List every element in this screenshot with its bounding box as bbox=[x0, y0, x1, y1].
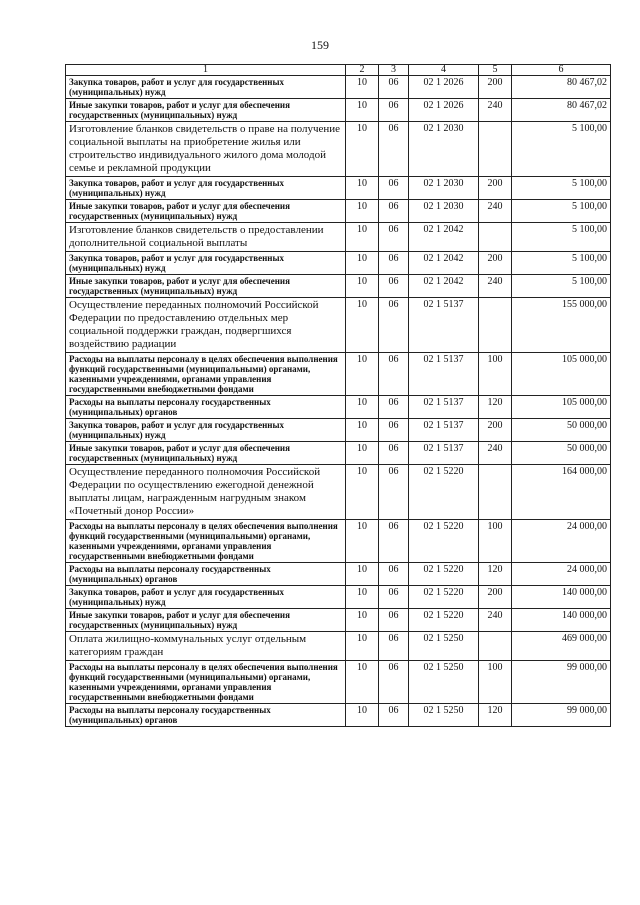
row-name: Закупка товаров, работ и услуг для государственных (муниципальных) нужд bbox=[66, 419, 346, 442]
row-section: 10 bbox=[346, 76, 379, 99]
row-section: 10 bbox=[346, 520, 379, 563]
row-name: Закупка товаров, работ и услуг для государственных (муниципальных) нужд bbox=[66, 76, 346, 99]
table-row bbox=[66, 442, 611, 465]
row-target-article: 02 1 5250 bbox=[409, 632, 479, 661]
row-section: 10 bbox=[346, 223, 379, 252]
row-subsection: 06 bbox=[379, 76, 409, 99]
row-amount: 140 000,00 bbox=[512, 586, 611, 609]
table-row bbox=[66, 353, 611, 396]
row-target-article: 02 1 2026 bbox=[409, 76, 479, 99]
row-name: Расходы на выплаты персоналу в целях обеспечения выполнения функций государственными (муниципальными) органами, казенными учреждениями, органами управления государственными внебюджетными фондами bbox=[66, 520, 346, 563]
row-name: Иные закупки товаров, работ и услуг для обеспечения государственных (муниципальных) нужд bbox=[66, 442, 346, 465]
row-subsection: 06 bbox=[379, 223, 409, 252]
row-section: 10 bbox=[346, 122, 379, 177]
row-section: 10 bbox=[346, 298, 379, 353]
row-subsection: 06 bbox=[379, 442, 409, 465]
row-subsection: 06 bbox=[379, 520, 409, 563]
table-row bbox=[66, 609, 611, 632]
row-target-article: 02 1 5137 bbox=[409, 298, 479, 353]
row-expense-type: 100 bbox=[479, 353, 512, 396]
table-row bbox=[66, 563, 611, 586]
table-row bbox=[66, 465, 611, 520]
row-section: 10 bbox=[346, 275, 379, 298]
row-subsection: 06 bbox=[379, 465, 409, 520]
row-amount: 24 000,00 bbox=[512, 520, 611, 563]
row-target-article: 02 1 5137 bbox=[409, 396, 479, 419]
table-row bbox=[66, 76, 611, 99]
row-amount: 99 000,00 bbox=[512, 661, 611, 704]
row-amount: 140 000,00 bbox=[512, 609, 611, 632]
row-amount: 5 100,00 bbox=[512, 223, 611, 252]
row-section: 10 bbox=[346, 661, 379, 704]
row-amount: 5 100,00 bbox=[512, 200, 611, 223]
row-section: 10 bbox=[346, 609, 379, 632]
row-target-article: 02 1 5220 bbox=[409, 609, 479, 632]
row-expense-type: 240 bbox=[479, 275, 512, 298]
row-subsection: 06 bbox=[379, 609, 409, 632]
row-amount: 5 100,00 bbox=[512, 252, 611, 275]
row-name: Расходы на выплаты персоналу в целях обеспечения выполнения функций государственными (муниципальными) органами, казенными учреждениями, органами управления государственными внебюджетными фондами bbox=[66, 661, 346, 704]
row-target-article: 02 1 5220 bbox=[409, 586, 479, 609]
row-name: Иные закупки товаров, работ и услуг для обеспечения государственных (муниципальных) нужд bbox=[66, 609, 346, 632]
row-amount: 80 467,02 bbox=[512, 76, 611, 99]
table-row bbox=[66, 223, 611, 252]
row-subsection: 06 bbox=[379, 122, 409, 177]
row-name: Расходы на выплаты персоналу в целях обеспечения выполнения функций государственными (муниципальными) органами, казенными учреждениями, органами управления государственными внебюджетными фондами bbox=[66, 353, 346, 396]
row-subsection: 06 bbox=[379, 704, 409, 727]
row-expense-type bbox=[479, 632, 512, 661]
row-target-article: 02 1 5220 bbox=[409, 563, 479, 586]
row-subsection: 06 bbox=[379, 200, 409, 223]
row-subsection: 06 bbox=[379, 99, 409, 122]
row-expense-type bbox=[479, 298, 512, 353]
row-target-article: 02 1 5250 bbox=[409, 661, 479, 704]
header-col-section: 2 bbox=[346, 65, 379, 76]
row-expense-type bbox=[479, 122, 512, 177]
row-expense-type: 240 bbox=[479, 200, 512, 223]
row-section: 10 bbox=[346, 419, 379, 442]
row-expense-type: 240 bbox=[479, 99, 512, 122]
table-row bbox=[66, 419, 611, 442]
row-expense-type: 200 bbox=[479, 177, 512, 200]
row-expense-type: 200 bbox=[479, 76, 512, 99]
row-expense-type: 100 bbox=[479, 520, 512, 563]
row-section: 10 bbox=[346, 200, 379, 223]
row-target-article: 02 1 5250 bbox=[409, 704, 479, 727]
row-name: Оплата жилищно-коммунальных услуг отдельным категориям граждан bbox=[66, 632, 346, 661]
row-expense-type: 120 bbox=[479, 704, 512, 727]
row-amount: 105 000,00 bbox=[512, 353, 611, 396]
row-target-article: 02 1 2030 bbox=[409, 177, 479, 200]
row-expense-type: 200 bbox=[479, 252, 512, 275]
row-expense-type: 240 bbox=[479, 609, 512, 632]
row-name: Закупка товаров, работ и услуг для государственных (муниципальных) нужд bbox=[66, 252, 346, 275]
row-subsection: 06 bbox=[379, 632, 409, 661]
row-amount: 5 100,00 bbox=[512, 122, 611, 177]
row-target-article: 02 1 5220 bbox=[409, 465, 479, 520]
row-subsection: 06 bbox=[379, 298, 409, 353]
row-amount: 5 100,00 bbox=[512, 275, 611, 298]
row-amount: 24 000,00 bbox=[512, 563, 611, 586]
row-expense-type: 240 bbox=[479, 442, 512, 465]
row-target-article: 02 1 2042 bbox=[409, 252, 479, 275]
row-subsection: 06 bbox=[379, 275, 409, 298]
row-amount: 80 467,02 bbox=[512, 99, 611, 122]
table-body bbox=[66, 76, 611, 727]
row-target-article: 02 1 2030 bbox=[409, 200, 479, 223]
header-col-target-article: 4 bbox=[409, 65, 479, 76]
row-target-article: 02 1 5137 bbox=[409, 353, 479, 396]
row-name: Изготовление бланков свидетельств о предоставлении дополнительной социальной выплаты bbox=[66, 223, 346, 252]
row-section: 10 bbox=[346, 353, 379, 396]
row-subsection: 06 bbox=[379, 252, 409, 275]
row-section: 10 bbox=[346, 442, 379, 465]
budget-table bbox=[65, 64, 611, 727]
header-col-expense-type: 5 bbox=[479, 65, 512, 76]
table-row bbox=[66, 298, 611, 353]
row-expense-type: 200 bbox=[479, 586, 512, 609]
row-subsection: 06 bbox=[379, 396, 409, 419]
row-amount: 164 000,00 bbox=[512, 465, 611, 520]
row-section: 10 bbox=[346, 396, 379, 419]
row-amount: 469 000,00 bbox=[512, 632, 611, 661]
row-name: Изготовление бланков свидетельств о праве на получение социальной выплаты на приобретение жилья или строительство индивидуального жилого дома молодой семье и рекламной продукции bbox=[66, 122, 346, 177]
row-expense-type bbox=[479, 465, 512, 520]
row-amount: 50 000,00 bbox=[512, 442, 611, 465]
row-section: 10 bbox=[346, 586, 379, 609]
row-target-article: 02 1 2030 bbox=[409, 122, 479, 177]
table-row bbox=[66, 99, 611, 122]
row-target-article: 02 1 2026 bbox=[409, 99, 479, 122]
row-target-article: 02 1 2042 bbox=[409, 223, 479, 252]
table-row bbox=[66, 632, 611, 661]
table-row bbox=[66, 520, 611, 563]
row-name: Осуществление переданных полномочий Российской Федерации по предоставлению отдельных мер социальной поддержки граждан, подвергшихся воздействию радиации bbox=[66, 298, 346, 353]
header-col-subsection: 3 bbox=[379, 65, 409, 76]
row-target-article: 02 1 2042 bbox=[409, 275, 479, 298]
row-target-article: 02 1 5137 bbox=[409, 419, 479, 442]
row-section: 10 bbox=[346, 632, 379, 661]
row-section: 10 bbox=[346, 704, 379, 727]
row-expense-type bbox=[479, 223, 512, 252]
header-col-amount: 6 bbox=[512, 65, 611, 76]
row-amount: 155 000,00 bbox=[512, 298, 611, 353]
row-subsection: 06 bbox=[379, 177, 409, 200]
table-row bbox=[66, 661, 611, 704]
table-row bbox=[66, 122, 611, 177]
table-row bbox=[66, 396, 611, 419]
row-expense-type: 120 bbox=[479, 396, 512, 419]
row-name: Иные закупки товаров, работ и услуг для обеспечения государственных (муниципальных) нужд bbox=[66, 275, 346, 298]
row-amount: 5 100,00 bbox=[512, 177, 611, 200]
row-expense-type: 200 bbox=[479, 419, 512, 442]
row-name: Осуществление переданного полномочия Российской Федерации по осуществлению ежегодной денежной выплаты лицам, награжденным нагрудным знаком «Почетный донор России» bbox=[66, 465, 346, 520]
page-number: 159 bbox=[311, 38, 329, 52]
row-expense-type: 100 bbox=[479, 661, 512, 704]
row-subsection: 06 bbox=[379, 419, 409, 442]
row-name: Иные закупки товаров, работ и услуг для обеспечения государственных (муниципальных) нужд bbox=[66, 99, 346, 122]
row-target-article: 02 1 5137 bbox=[409, 442, 479, 465]
row-amount: 99 000,00 bbox=[512, 704, 611, 727]
table-row bbox=[66, 586, 611, 609]
row-name: Закупка товаров, работ и услуг для государственных (муниципальных) нужд bbox=[66, 177, 346, 200]
row-target-article: 02 1 5220 bbox=[409, 520, 479, 563]
row-subsection: 06 bbox=[379, 563, 409, 586]
table-header-row bbox=[66, 65, 611, 76]
header-col-name: 1 bbox=[66, 65, 346, 76]
table-row bbox=[66, 704, 611, 727]
row-subsection: 06 bbox=[379, 586, 409, 609]
row-section: 10 bbox=[346, 563, 379, 586]
table-row bbox=[66, 200, 611, 223]
row-section: 10 bbox=[346, 99, 379, 122]
table-row bbox=[66, 177, 611, 200]
row-name: Иные закупки товаров, работ и услуг для обеспечения государственных (муниципальных) нужд bbox=[66, 200, 346, 223]
table-row bbox=[66, 252, 611, 275]
row-subsection: 06 bbox=[379, 353, 409, 396]
table-row bbox=[66, 275, 611, 298]
row-name: Расходы на выплаты персоналу государственных (муниципальных) органов bbox=[66, 563, 346, 586]
row-section: 10 bbox=[346, 252, 379, 275]
row-section: 10 bbox=[346, 465, 379, 520]
row-name: Расходы на выплаты персоналу государственных (муниципальных) органов bbox=[66, 704, 346, 727]
row-amount: 105 000,00 bbox=[512, 396, 611, 419]
row-name: Закупка товаров, работ и услуг для государственных (муниципальных) нужд bbox=[66, 586, 346, 609]
row-amount: 50 000,00 bbox=[512, 419, 611, 442]
row-subsection: 06 bbox=[379, 661, 409, 704]
row-name: Расходы на выплаты персоналу государственных (муниципальных) органов bbox=[66, 396, 346, 419]
row-section: 10 bbox=[346, 177, 379, 200]
row-expense-type: 120 bbox=[479, 563, 512, 586]
